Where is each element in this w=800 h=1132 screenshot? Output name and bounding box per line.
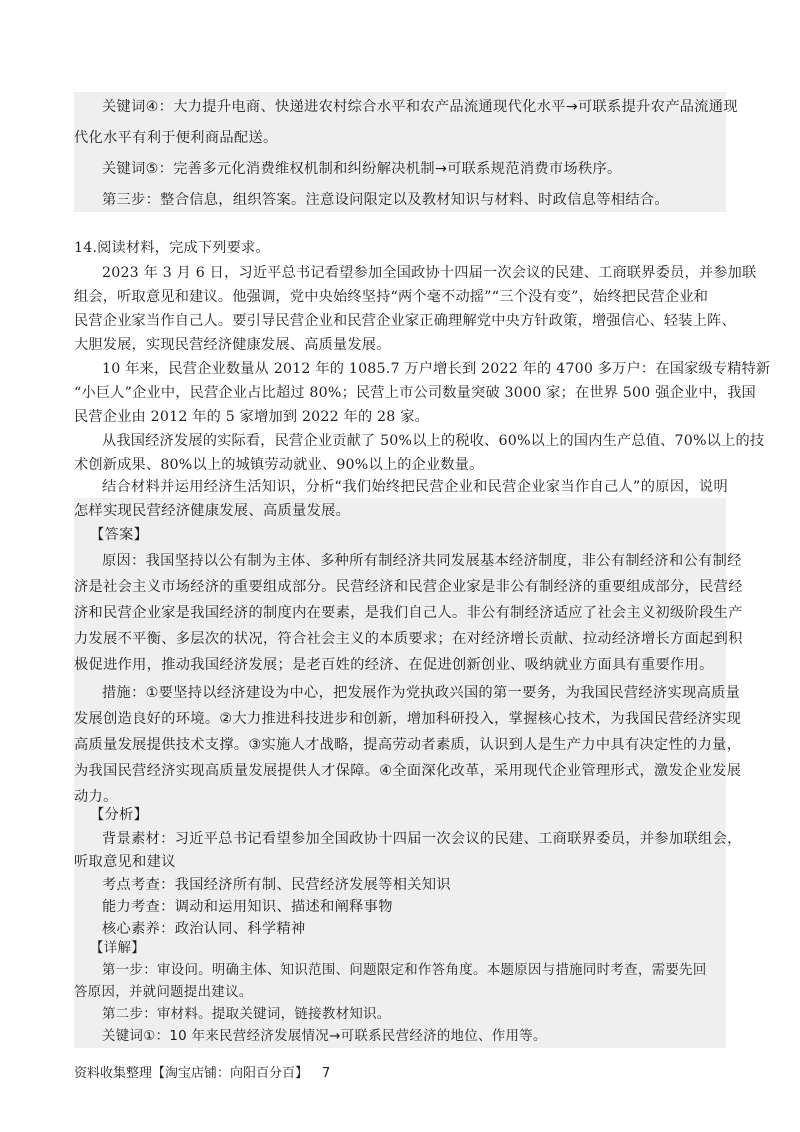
answer-measures-line-1: 措施：①要坚持以经济建设为中心，把发展作为党执政兴国的第一要务，为我国民营经济实现高质量 bbox=[102, 685, 741, 701]
footer-source: 资料收集整理【淘宝店铺：向阳百分百】 bbox=[74, 1066, 309, 1081]
answer-measures-line-2: 发展创造良好的环境。②大力推进科技进步和创新，增加科研投入，掌握核心技术，为我国民营经济实现 bbox=[74, 711, 742, 727]
answer-measures-line-4: 为我国民营经济实现高质量发展提供人才保障。④全面深化改革，采用现代企业管理形式，激发企业发展 bbox=[74, 763, 742, 779]
detail-step-2: 第二步：审材料。提取关键词，链接教材知识。 bbox=[102, 1007, 391, 1022]
keyword-4-line-1: 关键词④：大力提升电商、快递进农村综合水平和农产品流通现代化水平→可联系提升农产品流通现 bbox=[102, 99, 738, 115]
detail-step-1-line-1: 第一步：审设问。明确主体、知识范围、问题限定和作答角度。本题原因与措施同时考查，需要先回 bbox=[102, 963, 707, 978]
material-p1-line-1: 2023 年 3 月 6 日，习近平总书记看望参加全国政协十四届一次会议的民建、工商联界委员，并参加联 bbox=[102, 265, 757, 281]
detail-heading: 【详解】 bbox=[90, 941, 145, 956]
answer-reason-line-4: 力发展不平衡、多层次的状况，符合社会主义的本质要求；在对经济增长贡献、拉动经济增长方面起到积 bbox=[74, 631, 743, 647]
answer-measures-line-3: 高质量发展提供技术支撑。③实施人才战略，提高劳动者素质，认识到人是生产力中具有决定性的力量， bbox=[74, 737, 742, 753]
material-p1-line-2: 组会，听取意见和建议。他强调，党中央始终坚持“两个毫不动摇”“三个没有变”，始终把民营企业和 bbox=[74, 289, 709, 305]
material-p3-line-2: 术创新成果、80%以上的城镇劳动就业、90%以上的企业数量。 bbox=[74, 457, 484, 473]
detail-step-1-line-2: 答原因，并就问题提出建议。 bbox=[74, 985, 253, 1000]
analysis-heading: 【分析】 bbox=[90, 807, 149, 823]
answer-reason-line-5: 极促进作用，推动我国经济发展；是老百姓的经济、在促进创新创业、吸纳就业方面具有重要作用。 bbox=[74, 657, 714, 673]
analysis-ability: 能力考查：调动和运用知识、描述和阐释事物 bbox=[102, 899, 393, 915]
answer-reason-line-2: 济是社会主义市场经济的重要组成部分。民营经济和民营企业家是非公有制经济的重要组成部分，民营经 bbox=[74, 579, 743, 595]
step-3-line: 第三步：整合信息，组织答案。注意设问限定以及教材知识与材料、时政信息等相结合。 bbox=[102, 192, 669, 208]
page-footer bbox=[74, 1062, 330, 1081]
keyword-5-line: 关键词⑤：完善多元化消费维权机制和纠纷解决机制→可联系规范消费市场秩序。 bbox=[102, 161, 622, 177]
answer-reason-line-1: 原因：我国坚持以公有制为主体、多种所有制经济共同发展基本经济制度，非公有制经济和公有制经 bbox=[102, 553, 742, 569]
analysis-background-line-2: 听取意见和建议 bbox=[74, 854, 176, 870]
keyword-4-line-2: 代化水平有利于便利商品配送。 bbox=[74, 130, 278, 146]
material-p2-line-2: “小巨人”企业中，民营企业占比超过 80%；民营上市公司数量突破 3000 家；在世界 500 强企业中，我国 bbox=[74, 385, 756, 401]
question-prompt-line-1: 结合材料并运用经济生活知识，分析“我们始终把民营企业和民营企业家当作自己人”的原因，说明 bbox=[102, 479, 728, 495]
answer-measures-line-5: 动力。 bbox=[74, 789, 118, 805]
material-p2-line-1: 10 年来，民营企业数量从 2012 年的 1085.7 万户增长到 2022 年的 4700 多万户：在国家级专精特新 bbox=[102, 361, 771, 377]
material-p1-line-3: 民营企业家当作自己人。要引导民营企业和民营企业家正确理解党中央方针政策，增强信心、轻装上阵、 bbox=[74, 313, 736, 329]
detail-keyword-1: 关键词①：10 年来民营经济发展情况→可联系民营经济的地位、作用等。 bbox=[102, 1029, 547, 1044]
material-p3-line-1: 从我国经济发展的实际看，民营企业贡献了 50%以上的税收、60%以上的国内生产总值、70%以上的技 bbox=[102, 433, 765, 449]
page-number: 7 bbox=[322, 1066, 331, 1081]
material-p1-line-4: 大胆发展，实现民营经济健康发展、高质量发展。 bbox=[74, 337, 391, 353]
question-prompt-line-2: 怎样实现民营经济健康发展、高质量发展。 bbox=[74, 503, 351, 519]
answer-reason-line-3: 济和民营企业家是我国经济的制度内在要素，是我们自己人。非公有制经济适应了社会主义初级阶段生产 bbox=[74, 605, 743, 621]
analysis-exam-point: 考点考查：我国经济所有制、民营经济发展等相关知识 bbox=[102, 877, 451, 893]
material-p2-line-3: 民营企业由 2012 年的 5 家增加到 2022 年的 28 家。 bbox=[74, 409, 429, 425]
analysis-background-line-1: 背景素材：习近平总书记看望参加全国政协十四届一次会议的民建、工商联界委员，并参加联组会， bbox=[102, 831, 742, 847]
analysis-core-literacy: 核心素养：政治认同、科学精神 bbox=[102, 921, 306, 937]
question-title: 14.阅读材料，完成下列要求。 bbox=[74, 240, 270, 256]
answer-heading: 【答案】 bbox=[90, 527, 149, 543]
